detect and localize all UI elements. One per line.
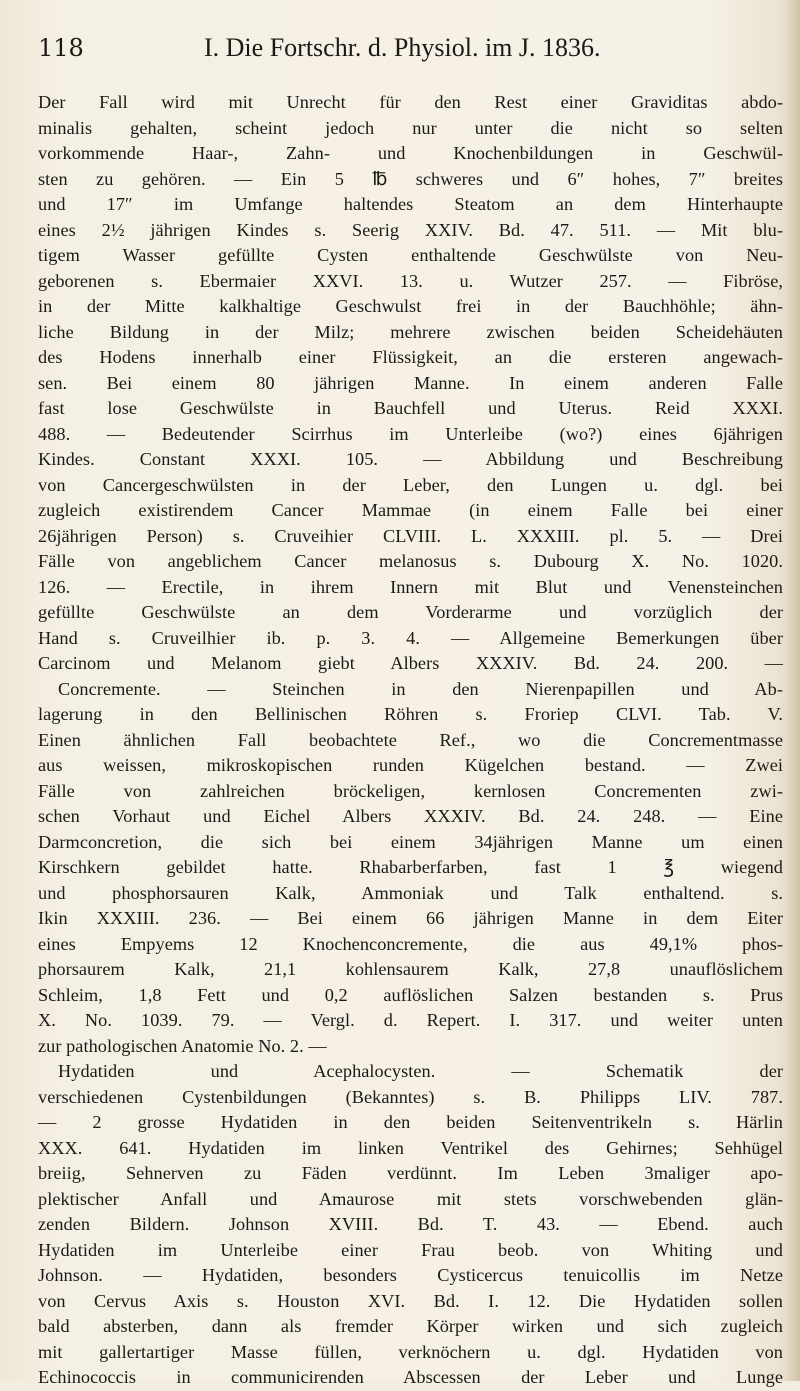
text-line: minalis gehalten, scheint jedoch nur unter die nicht so selten <box>38 117 783 138</box>
text-line: tigem Wasser gefüllte Cysten enthaltende Geschwülste von Neu- <box>38 245 783 265</box>
text-line: bald absterben, dann als fremder Körper wirken und sich zugleich <box>38 1316 783 1336</box>
text-line: Hydatiden im Unterleibe einer Frau beob. von Whiting und <box>38 1239 783 1260</box>
text-line: Schleim, 1,8 Fett und 0,2 auflöslichen Salzen bestanden s. Prus <box>38 984 783 1005</box>
body-text <box>38 90 783 1391</box>
running-header <box>38 30 758 66</box>
text-line: des Hodens innerhalb einer Flüssigkeit, an die ersteren angewach- <box>38 347 783 367</box>
text-line: plektischer Anfall und Amaurose mit stets vorschwebenden glän- <box>38 1188 783 1209</box>
text-line: — 2 grosse Hydatiden in den beiden Seitenventrikeln s. Härlin <box>38 1112 783 1132</box>
text-line: liche Bildung in der Milz; mehrere zwischen beiden Scheidehäuten <box>38 321 783 342</box>
text-line: vorkommende Haar-, Zahn- und Knochenbildungen in Geschwül- <box>38 143 783 163</box>
text-line: sten zu gehören. — Ein 5 ℔ schweres und 6″ hohes, 7″ breites <box>38 168 783 189</box>
text-line: Fälle von angeblichem Cancer melanosus s. Dubourg X. No. 1020. <box>38 551 783 571</box>
text-line: eines Empyems 12 Knochenconcremente, die aus 49,1% phos- <box>38 933 783 954</box>
text-line: X. No. 1039. 79. — Vergl. d. Repert. I. 317. und weiter unten <box>38 1010 783 1030</box>
text-line: verschiedenen Cystenbildungen (Bekanntes) s. B. Philipps LIV. 787. <box>38 1086 783 1107</box>
text-line: 126. — Erectile, in ihrem Innern mit Blut und Venensteinchen <box>38 576 783 597</box>
text-line: Kirschkern gebildet hatte. Rhabarberfarben, fast 1 ℥ wiegend <box>38 857 783 877</box>
text-line: geborenen s. Ebermaier XXVI. 13. u. Wutzer 257. — Fibröse, <box>38 270 783 291</box>
text-line: Johnson. — Hydatiden, besonders Cysticercus tenuicollis im Netze <box>38 1265 783 1285</box>
text-line: Der Fall wird mit Unrecht für den Rest einer Graviditas abdo- <box>38 92 783 112</box>
text-line: Echinococcis in communicirenden Abscessen der Leber und Lunge <box>38 1367 783 1387</box>
text-line: und phosphorsauren Kalk, Ammoniak und Talk enthaltend. s. <box>38 882 783 903</box>
text-line: Carcinom und Melanom giebt Albers XXXIV. Bd. 24. 200. — <box>38 653 783 673</box>
text-line: XXX. 641. Hydatiden im linken Ventrikel des Gehirnes; Sehhügel <box>38 1137 783 1158</box>
text-line: Ikin XXXIII. 236. — Bei einem 66 jährigen Manne in dem Eiter <box>38 908 783 928</box>
text-line: mit gallertartiger Masse füllen, verknöchern u. dgl. Hydatiden von <box>38 1341 783 1362</box>
text-line: Concremente. — Steinchen in den Nierenpapillen und Ab- <box>58 678 783 699</box>
text-line: lagerung in den Bellinischen Röhren s. Froriep CLVI. Tab. V. <box>38 704 783 724</box>
page-number: 118 <box>38 34 84 62</box>
text-line: sen. Bei einem 80 jährigen Manne. In einem anderen Falle <box>38 372 783 393</box>
text-line: von Cancergeschwülsten in der Leber, den Lungen u. dgl. bei <box>38 474 783 495</box>
text-line: aus weissen, mikroskopischen runden Kügelchen bestand. — Zwei <box>38 755 783 775</box>
text-line: Darmconcretion, die sich bei einem 34jährigen Manne um einen <box>38 831 783 852</box>
text-line: gefüllte Geschwülste an dem Vorderarme und vorzüglich der <box>38 602 783 622</box>
text-line: Hydatiden und Acephalocysten. — Schematik der <box>58 1061 783 1081</box>
text-line: fast lose Geschwülste in Bauchfell und Uterus. Reid XXXI. <box>38 398 783 418</box>
text-line: Fälle von zahlreichen bröckeligen, kernlosen Concrementen zwi- <box>38 780 783 801</box>
text-line: Einen ähnlichen Fall beobachtete Ref., wo die Concrementmasse <box>38 729 783 750</box>
text-line: zenden Bildern. Johnson XVIII. Bd. T. 43. — Ebend. auch <box>38 1214 783 1234</box>
page-edge <box>786 0 800 1381</box>
text-line: phorsaurem Kalk, 21,1 kohlensaurem Kalk, 27,8 unauflöslichem <box>38 959 783 979</box>
text-line: von Cervus Axis s. Houston XVI. Bd. I. 12. Die Hydatiden sollen <box>38 1290 783 1311</box>
text-line: 26jährigen Person) s. Cruveihier CLVIII. L. XXXIII. pl. 5. — Drei <box>38 525 783 546</box>
text-line: breiig, Sehnerven zu Fäden verdünnt. Im Leben 3maliger apo- <box>38 1163 783 1183</box>
text-line: Hand s. Cruveilhier ib. p. 3. 4. — Allgemeine Bemerkungen über <box>38 627 783 648</box>
text-line: zur pathologischen Anatomie No. 2. — <box>38 1035 327 1056</box>
text-line: zugleich existirendem Cancer Mammae (in einem Falle bei einer <box>38 500 783 520</box>
text-line: in der Mitte kalkhaltige Geschwulst frei in der Bauchhöhle; ähn- <box>38 296 783 316</box>
text-line: und 17″ im Umfange haltendes Steatom an dem Hinterhaupte <box>38 194 783 214</box>
text-line: schen Vorhaut und Eichel Albers XXXIV. Bd. 24. 248. — Eine <box>38 806 783 826</box>
text-line: Kindes. Constant XXXI. 105. — Abbildung und Beschreibung <box>38 449 783 469</box>
text-line: 488. — Bedeutender Scirrhus im Unterleibe (wo?) eines 6jährigen <box>38 423 783 444</box>
running-title: I. Die Fortschr. d. Physiol. im J. 1836. <box>204 33 601 62</box>
text-line: eines 2½ jährigen Kindes s. Seerig XXIV. Bd. 47. 511. — Mit blu- <box>38 219 783 240</box>
